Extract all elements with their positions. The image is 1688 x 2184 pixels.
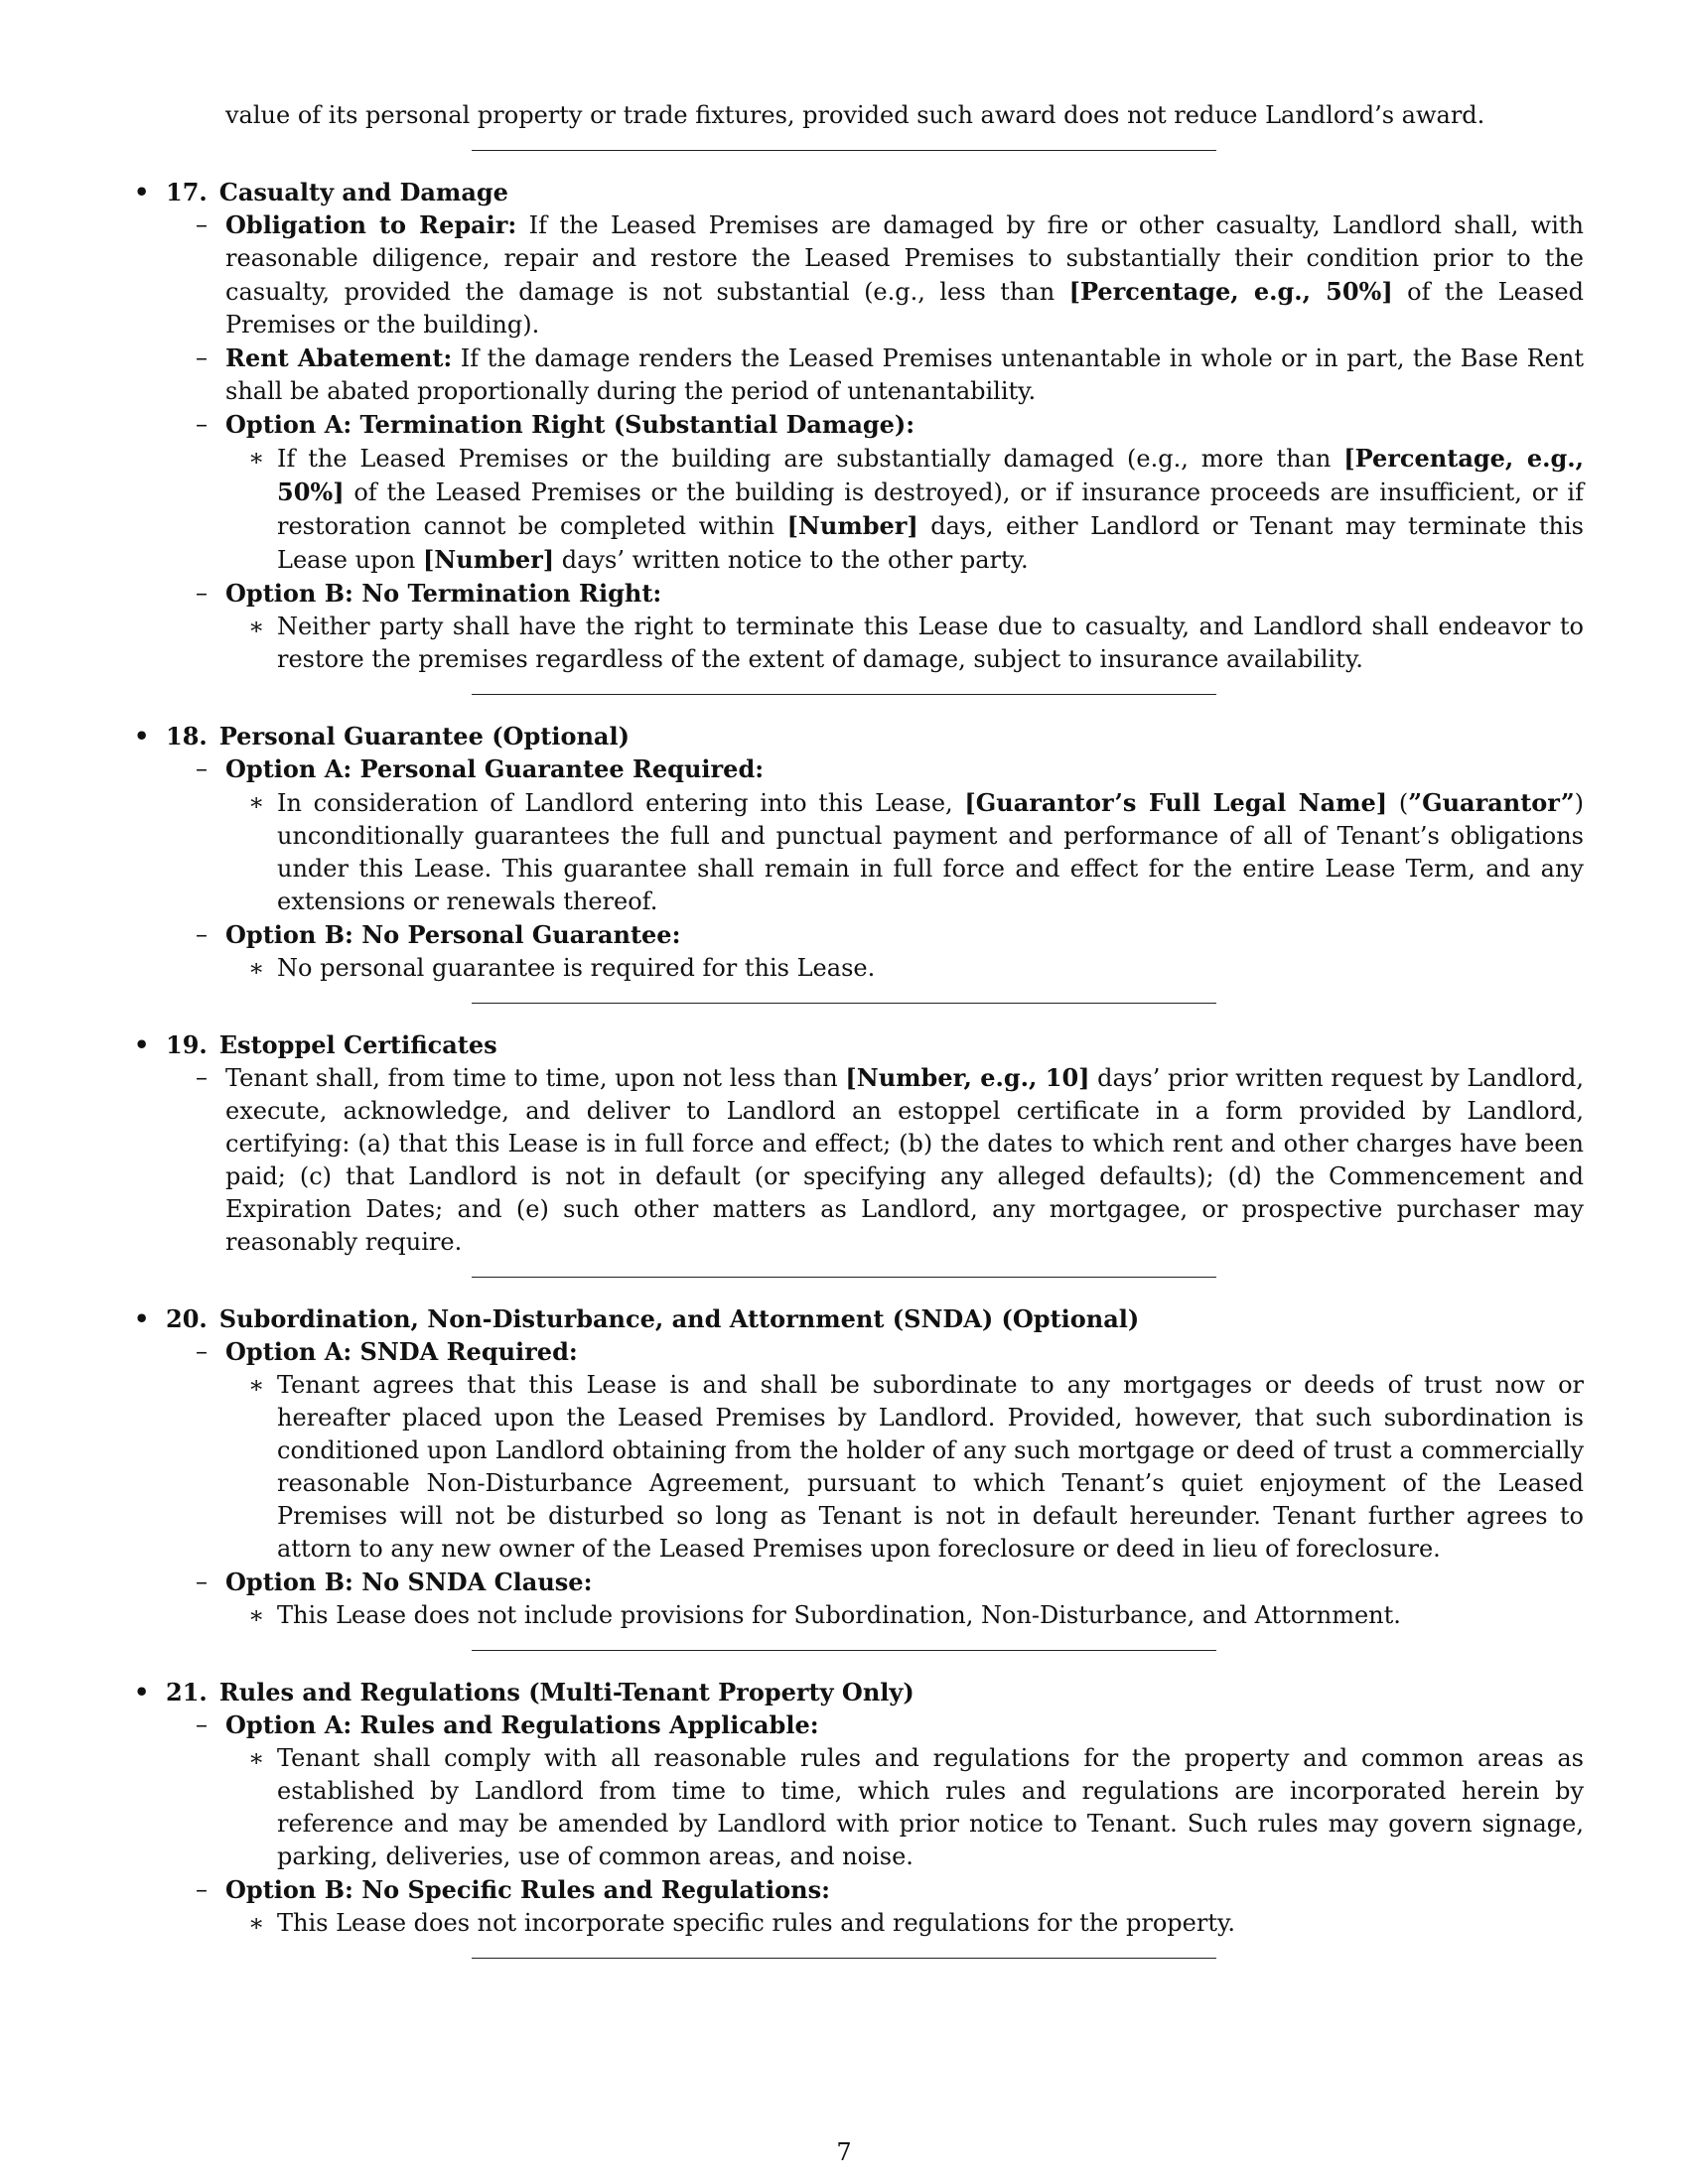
asterisk-icon: ∗: [248, 444, 265, 472]
list-item: [134, 208, 1584, 341]
dash-icon: –: [196, 1710, 208, 1738]
asterisk-icon: ∗: [248, 1909, 265, 1937]
bold-text: Rent Abatement:: [225, 343, 453, 372]
dash-icon: –: [196, 343, 208, 371]
sub-list-item: [134, 1369, 1584, 1566]
dash-icon: –: [196, 1337, 208, 1365]
section-number: 18.: [166, 722, 208, 751]
text-run: Tenant shall, from time to time, upon not less than: [225, 1064, 846, 1092]
text-run: In consideration of Landlord entering into this Lease,: [277, 789, 965, 817]
section-title: Rules and Regulations (Multi-Tenant Property Only): [218, 1678, 914, 1706]
bold-text: [Number]: [786, 511, 918, 540]
dash-icon: –: [196, 754, 208, 782]
text-run: days’ prior written request by Landlord, execute, acknowledge, and deliver to Landlord an estoppel certificate in a form provided by Landlord, certifying: (a) that this Lease is in full force and effect; (b) the dates to which rent and other charges have been paid; (c) that Landlord is not in default (or specifying any alleged defaults); (d) the Commencement and Expiration Dates; and (e) such other matters as Landlord, any mortgagee, or prospective purchaser may reasonably require.: [225, 1064, 1584, 1256]
asterisk-icon: ∗: [248, 1371, 265, 1399]
section-number: 20.: [166, 1304, 208, 1333]
dash-icon: –: [196, 1568, 208, 1595]
section-divider: [472, 1958, 1216, 1959]
sub-list-item: [134, 1599, 1584, 1632]
section-title: Personal Guarantee (Optional): [218, 722, 630, 751]
list-item: [134, 1335, 1584, 1369]
section-number: 19.: [166, 1030, 208, 1059]
section-divider: [472, 1277, 1216, 1278]
section-21: [134, 1676, 1584, 1959]
sub-list-item: [134, 1907, 1584, 1940]
bold-text: Obligation to Repair:: [225, 210, 517, 239]
section-19: [134, 1028, 1584, 1278]
bold-text: [Guarantor’s Full Legal Name]: [964, 788, 1388, 817]
asterisk-icon: ∗: [248, 1601, 265, 1629]
text-run: This Lease does not incorporate specific rules and regulations for the property.: [277, 1909, 1235, 1937]
bold-text: [Percentage, e.g., 50%]: [277, 444, 1584, 506]
bold-text: Option A: Personal Guarantee Required:: [225, 754, 765, 783]
dash-icon: –: [196, 410, 208, 438]
asterisk-icon: ∗: [248, 954, 265, 982]
page-number: 7: [836, 2138, 852, 2166]
section-heading: [134, 1028, 1584, 1061]
bold-text: [Percentage, e.g., 50%]: [1068, 277, 1393, 306]
text-run: Neither party shall have the right to terminate this Lease due to casualty, and Landlord shall endeavor to restore the premises regardless of the extent of damage, subject to insurance availability.: [277, 613, 1584, 673]
text-run: Tenant agrees that this Lease is and shall be subordinate to any mortgages or deeds of trust now or hereafter placed upon the Leased Premises by Landlord. Provided, however, that such subordination is conditioned upon Landlord obtaining from the holder of any such mortgage or deed of trust a commercially reasonable Non-Disturbance Agreement, pursuant to which Tenant’s quiet enjoyment of the Leased Premises will not be disturbed so long as Tenant is not in default hereunder. Tenant further agrees to attorn to any new owner of the Leased Premises upon foreclosure or deed in lieu of foreclosure.: [277, 1371, 1584, 1563]
text-run: Tenant shall comply with all reasonable rules and regulations for the property and common areas as established by Landlord from time to time, which rules and regulations are incorporated herein by reference and may be amended by Landlord with prior notice to Tenant. Such rules may govern signage, parking, deliveries, use of common areas, and noise.: [277, 1744, 1584, 1870]
bold-text: Option B: No Personal Guarantee:: [225, 920, 681, 949]
list-item: [134, 341, 1584, 408]
section-heading: [134, 720, 1584, 752]
sub-list-item: [134, 1742, 1584, 1873]
section-divider: [472, 1003, 1216, 1004]
list-item: [134, 1708, 1584, 1742]
bold-text: [Number]: [422, 545, 555, 574]
section-title: Subordination, Non-Disturbance, and Attornment (SNDA) (Optional): [218, 1304, 1140, 1333]
bold-text: ”Guarantor”: [1408, 788, 1575, 817]
text-run: of the Leased Premises or the building is destroyed), or if insurance proceeds are insufficient, or if restoration cannot be completed within: [277, 478, 1584, 540]
section-18: [134, 720, 1584, 1004]
text-run: No personal guarantee is required for this Lease.: [277, 954, 876, 982]
section-title: Estoppel Certificates: [218, 1030, 497, 1059]
sub-list-item: [134, 786, 1584, 918]
dash-icon: –: [196, 579, 208, 607]
bold-text: Option A: Termination Right (Substantial Damage):: [225, 410, 915, 439]
text-run: If the Leased Premises or the building are substantially damaged (e.g., more than: [277, 445, 1344, 473]
section-heading: [134, 176, 1584, 208]
bullet-icon: •: [134, 1030, 150, 1059]
sections-container: [134, 176, 1584, 1959]
sub-list-item: [134, 442, 1584, 577]
sub-list-item: [134, 952, 1584, 985]
section-number: 21.: [166, 1678, 208, 1706]
section-heading: [134, 1302, 1584, 1335]
bold-text: Option A: Rules and Regulations Applicable:: [225, 1710, 819, 1739]
list-item: [134, 1566, 1584, 1599]
dash-icon: –: [196, 1063, 208, 1091]
asterisk-icon: ∗: [248, 613, 265, 640]
text-run: days’ written notice to the other party.: [554, 546, 1029, 574]
text-run: This Lease does not include provisions for Subordination, Non-Disturbance, and Attornment.: [277, 1601, 1401, 1629]
section-17: [134, 176, 1584, 695]
list-item: [134, 577, 1584, 611]
text-run: If the damage renders the Leased Premises untenantable in whole or in part, the Base Rent shall be abated proportionally during the period of untenantability.: [225, 344, 1584, 405]
asterisk-icon: ∗: [248, 788, 265, 816]
list-item: [134, 408, 1584, 442]
bold-text: Option B: No Termination Right:: [225, 579, 662, 608]
bullet-icon: •: [134, 1304, 150, 1333]
bullet-icon: •: [134, 1678, 150, 1706]
section-20: [134, 1302, 1584, 1651]
document-page: [134, 99, 1584, 1959]
list-item: [134, 752, 1584, 786]
section-divider: [472, 694, 1216, 695]
section-divider: [472, 150, 1216, 151]
dash-icon: –: [196, 920, 208, 948]
continuation-paragraph: value of its personal property or trade fixtures, provided such award does not reduce Landlord’s award.: [225, 101, 1485, 129]
section-heading: [134, 1676, 1584, 1708]
bold-text: Option B: No SNDA Clause:: [225, 1568, 593, 1596]
text-run: If the Leased Premises are damaged by fire or other casualty, Landlord shall, with reasonable diligence, repair and restore the Leased Premises to substantially their condition prior to the casualty, provided the damage is not substantial (e.g., less than: [225, 211, 1584, 306]
bullet-icon: •: [134, 178, 150, 206]
text-run: (: [1387, 789, 1409, 817]
bold-text: Option B: No Specific Rules and Regulations:: [225, 1875, 830, 1904]
list-item: [134, 1061, 1584, 1259]
dash-icon: –: [196, 1875, 208, 1903]
bullet-icon: •: [134, 722, 150, 751]
text-run: of the Leased Premises or the building).: [225, 278, 1585, 339]
section-title: Casualty and Damage: [218, 178, 508, 206]
sub-list-item: [134, 611, 1584, 676]
text-run: days, either Landlord or Tenant may terminate this Lease upon: [277, 512, 1584, 574]
dash-icon: –: [196, 210, 208, 238]
section-divider: [472, 1650, 1216, 1651]
section-number: 17.: [166, 178, 208, 206]
bold-text: [Number, e.g., 10]: [845, 1063, 1090, 1092]
bold-text: Option A: SNDA Required:: [225, 1337, 578, 1366]
asterisk-icon: ∗: [248, 1744, 265, 1772]
text-run: ) unconditionally guarantees the full and punctual payment and performance of all of Tenant’s obligations under this Lease. This guarantee shall remain in full force and effect for the entire Lease Term, and any extensions or renewals thereof.: [277, 789, 1585, 915]
list-item: [134, 918, 1584, 952]
list-item: [134, 1873, 1584, 1907]
